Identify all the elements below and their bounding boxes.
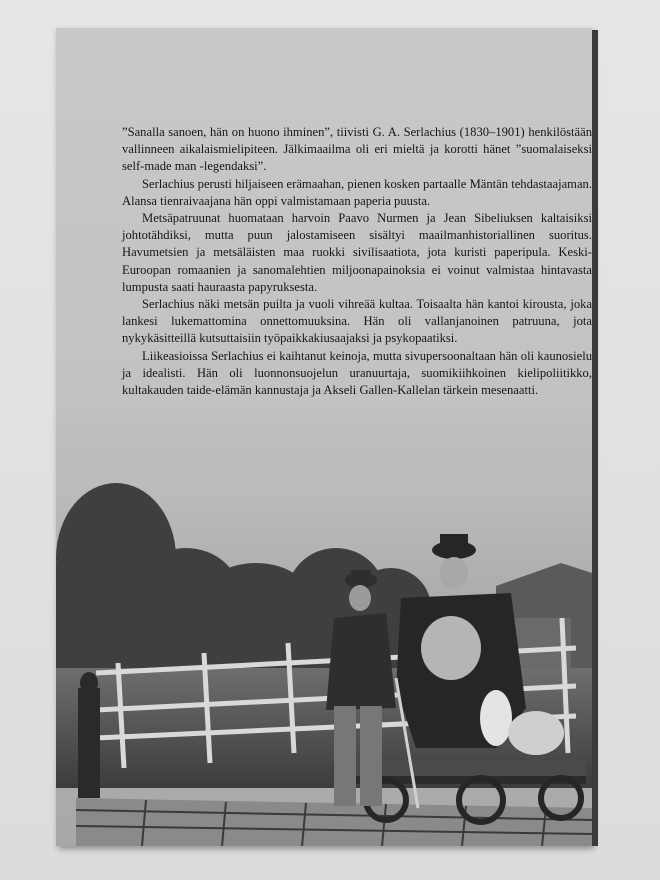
blurb-paragraph-3: Metsäpatruunat huomataan harvoin Paavo Nurmen ja Jean Sibeliuksen kaltaisiksi johtotähdiksi, mutta puun jalostamiseen sisältyi maailmanhistoriallinen suoritus. Havumetsien ja metsäläisten maa ruokki sivilisaatiota, jota kuristi paperipula. Keski-Euroopan romaanien ja sanomalehtien miljoonapainoksia ei voinut valmistaa hintavasta lumpusta saati hauraasta papyruksesta.	[122, 211, 592, 294]
blurb-paragraph-1: ”Sanalla sanoen, hän on huono ihminen”, tiivisti G. A. Serlachius (1830–1901) henkilöstään vallinneen aikalaismielipiteen. Jälkimaailma oli eri mieltä ja korotti hänet ”suomalaiseksi self-made man -legendaksi”.	[122, 125, 592, 174]
cover-photo	[56, 448, 592, 846]
book-back-cover	[56, 28, 592, 846]
blurb-paragraph-2: Serlachius perusti hiljaiseen erämaahan, pienen kosken partaalle Mäntän tehdastaajaman. Alansa tienraivaajana hän oppi valmistamaan paperia puusta.	[122, 176, 592, 208]
blurb-paragraph-4: Serlachius näki metsän puilta ja vuoli vihreää kultaa. Toisaalta hän kantoi kirousta, joka lankesi lukemattomina onnettomuuksina. Hän oli vallanjanoinen patruuna, jota nykykäsitteillä kutsuttaisiin työpaikkakiusaajaksi ja psykopaatiksi.	[122, 297, 592, 346]
background-figures	[78, 672, 100, 798]
historical-photo-illustration	[56, 448, 592, 846]
blurb-text	[122, 124, 592, 399]
book-spine-edge	[592, 30, 598, 846]
blurb-paragraph-5: Liikeasioissa Serlachius ei kaihtanut keinoja, mutta sivupersoonaltaan hän oli kaunosielu ja idealisti. Hän oli luonnonsuojelun uranuurtaja, suomikiihkoinen kielipoliitikko, kultakauden taide-elämän kannustaja ja Akseli Gallen-Kallelan tärkein mesenaatti.	[122, 348, 592, 398]
